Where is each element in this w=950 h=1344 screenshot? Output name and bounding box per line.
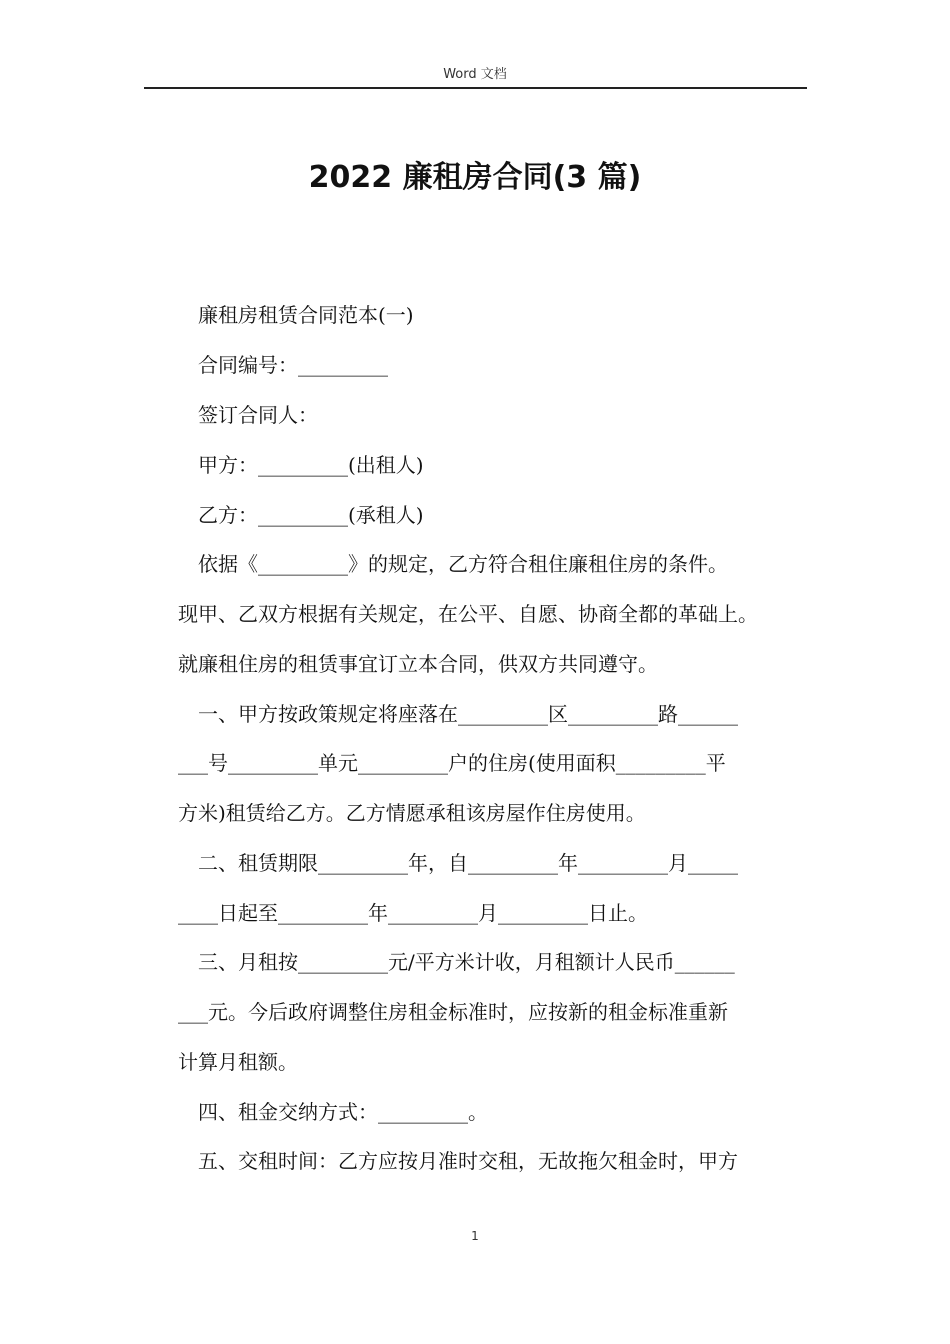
page-number: 1 <box>471 1229 479 1243</box>
body-line: 二、租赁期限_________年，自_________年_________月_____ <box>198 851 738 875</box>
document-title: 2022 廉租房合同(3 篇) <box>308 160 642 195</box>
body-line: 五、交租时间：乙方应按月准时交租，无故拖欠租金时，甲方 <box>198 1149 738 1173</box>
body-line: 一、甲方按政策规定将座落在_________区_________路______ <box>198 702 738 726</box>
body-line: 依据《_________》的规定，乙方符合租住廉租住房的条件。 <box>198 552 728 576</box>
body-line: 计算月租额。 <box>178 1050 298 1074</box>
body-line: ____日起至_________年_________月_________日止。 <box>178 901 648 925</box>
body-line: 就廉租住房的租赁事宜订立本合同，供双方共同遵守。 <box>178 652 658 676</box>
body-line: ___元。今后政府调整住房租金标准时，应按新的租金标准重新 <box>178 1000 728 1024</box>
body-line: 廉租房租赁合同范本(一) <box>198 303 414 327</box>
body-line: 四、租金交纳方式：_________。 <box>198 1100 488 1124</box>
body-line: 三、月租按_________元/平方米计收，月租额计人民币______ <box>198 950 735 974</box>
body-line: 现甲、乙双方根据有关规定，在公平、自愿、协商全都的革础上。 <box>178 602 758 626</box>
header-divider <box>144 87 807 89</box>
body-line: 签订合同人： <box>198 403 318 427</box>
body-line: 方米)租赁给乙方。乙方情愿承租该房屋作住房使用。 <box>178 801 646 825</box>
header-label: Word 文档 <box>443 67 507 82</box>
body-line: ___号_________单元_________户的住房(使用面积_________平 <box>178 751 726 775</box>
body-line: 合同编号：_________ <box>198 353 388 377</box>
body-line: 乙方：_________(承租人) <box>198 503 424 527</box>
body-line: 甲方：_________(出租人) <box>198 453 424 477</box>
